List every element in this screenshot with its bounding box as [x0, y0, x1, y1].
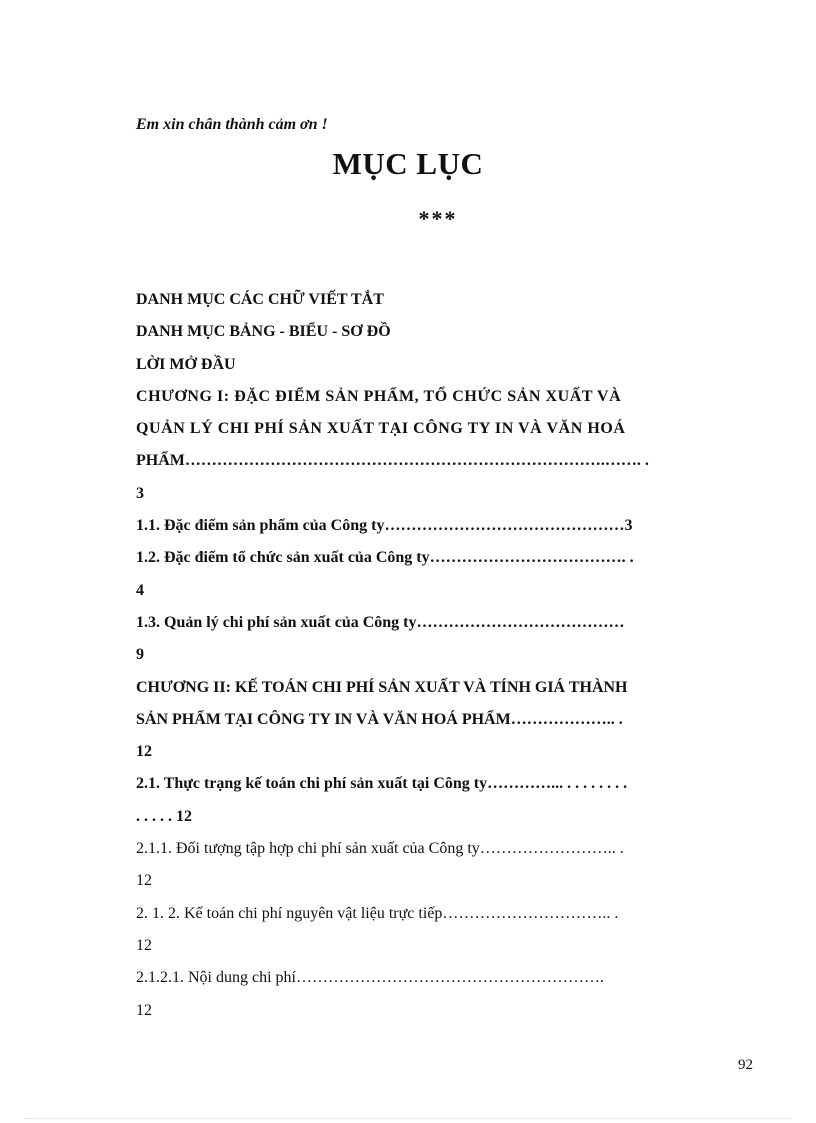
- toc-line: QUẢN LÝ CHI PHÍ SẢN XUẤT TẠI CÔNG TY IN VÀ VĂN HOÁ: [136, 420, 626, 438]
- table-of-contents: [136, 287, 740, 1030]
- toc-line: 1.1. Đặc điểm sản phẩm của Công ty………………………………………3: [136, 517, 633, 535]
- toc-line: 2. 1. 2. Kế toán chi phí nguyên vật liệu trực tiếp………………………….. .: [136, 904, 619, 922]
- footer-divider: [24, 1118, 792, 1119]
- title-divider: ***: [418, 206, 458, 231]
- toc-line: SẢN PHẨM TẠI CÔNG TY IN VÀ VĂN HOÁ PHẨM……………….. .: [136, 710, 623, 728]
- toc-line: 12: [136, 1001, 152, 1019]
- page-number: 92: [738, 1057, 753, 1073]
- toc-line: LỜI MỞ ĐẦU: [136, 355, 236, 373]
- toc-line: 2.1. Thực trạng kế toán chi phí sản xuất tại Công ty…………... . . . . . . . .: [136, 775, 628, 793]
- toc-line: CHƯƠNG II: KẾ TOÁN CHI PHÍ SẢN XUẤT VÀ TÍNH GIÁ THÀNH: [136, 678, 628, 696]
- page-title: MỤC LỤC: [332, 146, 484, 181]
- toc-line: 1.3. Quản lý chi phí sản xuất của Công ty…………………………………: [136, 613, 625, 631]
- toc-line: 12: [136, 743, 152, 761]
- toc-line: 2.1.2.1. Nội dung chi phí………………………………………………….: [136, 969, 604, 987]
- toc-line: 4: [136, 581, 144, 599]
- toc-line: PHẨM…………………………………………………………………….……. .: [136, 452, 649, 470]
- toc-line: CHƯƠNG I: ĐẶC ĐIỂM SẢN PHẨM, TỔ CHỨC SẢN XUẤT VÀ: [136, 387, 622, 405]
- toc-line: DANH MỤC BẢNG - BIỂU - SƠ ĐỒ: [136, 323, 391, 341]
- toc-line: 12: [136, 936, 152, 954]
- toc-line: 12: [136, 872, 152, 890]
- toc-line: . . . . . 12: [136, 807, 192, 825]
- closing-thanks: Em xin chân thành cảm ơn !: [136, 116, 328, 133]
- toc-line: DANH MỤC CÁC CHỮ VIẾT TẮT: [136, 291, 384, 308]
- toc-line: 3: [136, 484, 144, 502]
- toc-line: 1.2. Đặc điểm tổ chức sản xuất của Công ty………………………………. .: [136, 549, 634, 567]
- toc-line: 9: [136, 646, 144, 664]
- toc-line: 2.1.1. Đối tượng tập hợp chi phí sản xuất của Công ty…………………….. .: [136, 840, 624, 858]
